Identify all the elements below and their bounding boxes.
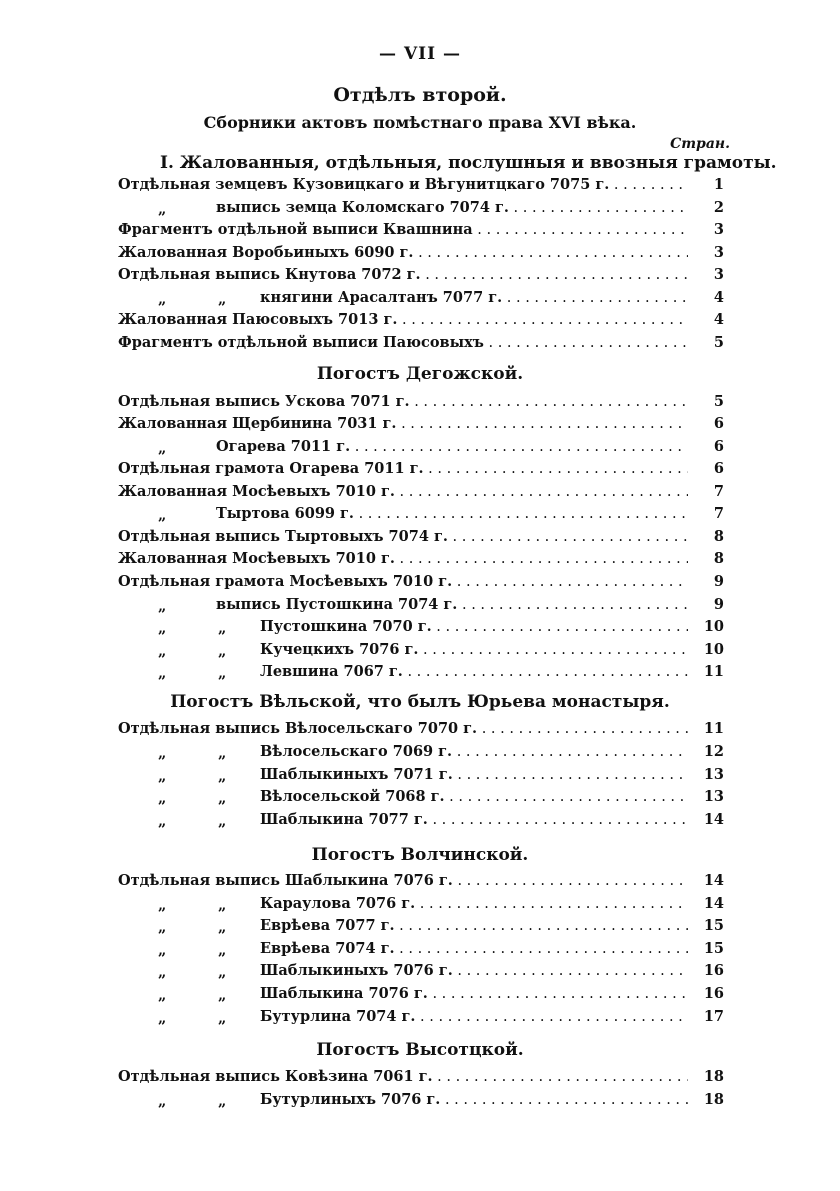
toc-entry-page: 7 — [713, 505, 724, 522]
ditto-mark: „ — [158, 942, 167, 959]
toc-entry-page: 8 — [713, 550, 724, 567]
toc-entry-page: 8 — [713, 528, 724, 545]
toc-entry-page: 14 — [703, 811, 724, 828]
toc-entry[interactable] — [118, 618, 724, 640]
toc-entry[interactable] — [118, 221, 724, 243]
ditto-mark: „ — [218, 987, 227, 1004]
ditto-mark: „ — [158, 201, 167, 218]
toc-entry-page: 14 — [703, 895, 724, 912]
toc-entry-page: 15 — [703, 940, 724, 957]
toc-entry-title: Шаблыкина 7076 г. . . . — [260, 985, 688, 1002]
ditto-mark: „ — [218, 665, 227, 682]
toc-entry-title: Вѣлосельскаго 7069 г. . . . — [260, 743, 688, 760]
toc-entry[interactable] — [118, 266, 724, 288]
toc-entry-title: Шаблыкина 7077 г. . . . — [260, 811, 688, 828]
section-title: Отдѣлъ второй. — [333, 84, 507, 106]
toc-entry-page: 14 — [703, 872, 724, 889]
ditto-mark: „ — [218, 620, 227, 637]
toc-entry-title: Жалованная Мосѣевыхъ 7010 г. . . . — [118, 483, 688, 500]
toc-entry-page: 17 — [703, 1008, 724, 1025]
ditto-mark: „ — [218, 1010, 227, 1027]
ditto-mark: „ — [218, 790, 227, 807]
page-column-header: Стран. — [670, 136, 730, 152]
ditto-mark: „ — [158, 665, 167, 682]
toc-entry[interactable] — [118, 550, 724, 572]
toc-entry[interactable] — [118, 438, 724, 460]
toc-entry-title: выпись земца Коломскаго 7074 г. . . . — [216, 199, 688, 216]
toc-entry-title: Левшина 7067 г. . . . — [260, 663, 688, 680]
toc-entry-page: 2 — [713, 199, 724, 216]
toc-entry-page: 9 — [713, 573, 724, 590]
toc-entry-title: Жалованная Щербинина 7031 г. . . . — [118, 415, 688, 432]
toc-entry-title: Отдѣльная земцевъ Кузовицкаго и Вѣгунитцкаго 7075 г. . . . — [118, 176, 688, 193]
toc-entry-page: 15 — [703, 917, 724, 934]
ditto-mark: „ — [218, 768, 227, 785]
toc-entry-page: 16 — [703, 985, 724, 1002]
toc-entry-title: Еврѣева 7077 г. . . . — [260, 917, 688, 934]
toc-entry-title: Отдѣльная выпись Кнутова 7072 г. . . . — [118, 266, 688, 283]
ditto-mark: „ — [158, 964, 167, 981]
toc-entry[interactable] — [118, 811, 724, 833]
toc-entry-page: 16 — [703, 962, 724, 979]
toc-entry-title: Жалованная Мосѣевыхъ 7010 г. . . . — [118, 550, 688, 567]
toc-entry[interactable] — [118, 788, 724, 810]
group-heading: Погостъ Вѣльской, что былъ Юрьева монастыря. — [170, 692, 670, 712]
toc-entry-title: Отдѣльная выпись Ковѣзина 7061 г. . . . — [118, 1068, 688, 1085]
ditto-mark: „ — [218, 745, 227, 762]
toc-entry[interactable] — [118, 962, 724, 984]
ditto-mark: „ — [158, 291, 167, 308]
ditto-mark: „ — [218, 897, 227, 914]
toc-entry-title: Жалованная Воробьиныхъ 6090 г. . . . — [118, 244, 688, 261]
page-number: — VII — — [379, 44, 461, 64]
toc-entry-title: выпись Пустошкина 7074 г. . . . — [216, 596, 688, 613]
toc-entry[interactable] — [118, 505, 724, 527]
ditto-mark: „ — [158, 813, 167, 830]
toc-entry-title: Бутурлина 7074 г. . . . — [260, 1008, 688, 1025]
toc-entry-title: Еврѣева 7074 г. . . . — [260, 940, 688, 957]
toc-entry-page: 5 — [713, 393, 724, 410]
toc-entry-page: 12 — [703, 743, 724, 760]
toc-entry[interactable] — [118, 663, 724, 685]
part-heading: I. Жалованныя, отдѣльныя, послушныя и ввозныя грамоты. — [160, 153, 777, 173]
toc-entry-page: 6 — [713, 460, 724, 477]
toc-entry-title: Отдѣльная выпись Шаблыкина 7076 г. . . . — [118, 872, 688, 889]
toc-entry[interactable] — [118, 311, 724, 333]
toc-entry-title: Фрагментъ отдѣльной выписи Квашнина . . . — [118, 221, 688, 238]
toc-entry[interactable] — [118, 528, 724, 550]
section-subtitle: Сборники актовъ помѣстнаго права XVI вѣка. — [203, 113, 637, 132]
toc-entry-page: 11 — [703, 720, 724, 737]
toc-entry[interactable] — [118, 415, 724, 437]
toc-entry-title: Караулова 7076 г. . . . — [260, 895, 688, 912]
ditto-mark: „ — [158, 745, 167, 762]
ditto-mark: „ — [218, 1093, 227, 1110]
toc-entry-page: 3 — [713, 221, 724, 238]
toc-entry-page: 10 — [703, 618, 724, 635]
toc-entry-page: 5 — [713, 334, 724, 351]
ditto-mark: „ — [218, 919, 227, 936]
toc-entry-page: 7 — [713, 483, 724, 500]
toc-entry[interactable] — [118, 766, 724, 788]
toc-entry[interactable] — [118, 917, 724, 939]
toc-entry-title: Вѣлосельской 7068 г. . . . — [260, 788, 688, 805]
toc-entry[interactable] — [118, 334, 724, 356]
ditto-mark: „ — [158, 620, 167, 637]
toc-entry[interactable] — [118, 872, 724, 894]
toc-entry-title: княгини Арасалтанъ 7077 г. . . . — [260, 289, 688, 306]
ditto-mark: „ — [158, 768, 167, 785]
ditto-mark: „ — [218, 813, 227, 830]
toc-entry-page: 3 — [713, 266, 724, 283]
toc-entry-page: 1 — [713, 176, 724, 193]
toc-entry-page: 4 — [713, 311, 724, 328]
toc-entry-title: Отдѣльная выпись Вѣлосельскаго 7070 г. . . . — [118, 720, 688, 737]
toc-entry-title: Жалованная Паюсовыхъ 7013 г. . . . — [118, 311, 688, 328]
toc-entry-page: 10 — [703, 641, 724, 658]
toc-entry-title: Отдѣльная грамота Огарева 7011 г. . . . — [118, 460, 688, 477]
ditto-mark: „ — [158, 598, 167, 615]
group-heading: Погостъ Волчинской. — [311, 845, 529, 865]
toc-entry-page: 18 — [703, 1091, 724, 1108]
toc-entry-page: 18 — [703, 1068, 724, 1085]
toc-entry[interactable] — [118, 289, 724, 311]
ditto-mark: „ — [158, 440, 167, 457]
toc-entry[interactable] — [118, 596, 724, 618]
ditto-mark: „ — [158, 987, 167, 1004]
toc-entry-page: 3 — [713, 244, 724, 261]
ditto-mark: „ — [158, 919, 167, 936]
toc-entry[interactable] — [118, 573, 724, 595]
group-heading: Погостъ Дегожской. — [316, 364, 524, 384]
toc-entry[interactable] — [118, 244, 724, 266]
toc-entry-page: 11 — [703, 663, 724, 680]
toc-entry-page: 4 — [713, 289, 724, 306]
toc-entry[interactable] — [118, 176, 724, 198]
toc-entry[interactable] — [118, 743, 724, 765]
toc-entry-title: Отдѣльная выпись Ускова 7071 г. . . . — [118, 393, 688, 410]
toc-entry[interactable] — [118, 393, 724, 415]
toc-entry-title: Отдѣльная грамота Мосѣевыхъ 7010 г. . . . — [118, 573, 688, 590]
toc-entry-title: Бутурлиныхъ 7076 г. . . . — [260, 1091, 688, 1108]
ditto-mark: „ — [218, 643, 227, 660]
toc-entry-title: Кучецкихъ 7076 г. . . . — [260, 641, 688, 658]
ditto-mark: „ — [158, 1010, 167, 1027]
toc-entry-title: Пустошкина 7070 г. . . . — [260, 618, 688, 635]
toc-entry-title: Огарева 7011 г. . . . — [216, 438, 688, 455]
toc-entry[interactable] — [118, 199, 724, 221]
ditto-mark: „ — [158, 1093, 167, 1110]
toc-entry[interactable] — [118, 483, 724, 505]
toc-entry[interactable] — [118, 1068, 724, 1090]
toc-entry[interactable] — [118, 641, 724, 663]
toc-entry[interactable] — [118, 460, 724, 482]
toc-entry[interactable] — [118, 1091, 724, 1113]
toc-entry-page: 9 — [713, 596, 724, 613]
toc-entry-title: Шаблыкиныхъ 7071 г. . . . — [260, 766, 688, 783]
toc-entry-page: 6 — [713, 438, 724, 455]
toc-entry[interactable] — [118, 985, 724, 1007]
toc-entry-page: 6 — [713, 415, 724, 432]
ditto-mark: „ — [158, 897, 167, 914]
toc-entry[interactable] — [118, 895, 724, 917]
toc-entry[interactable] — [118, 1008, 724, 1030]
toc-entry-title: Отдѣльная выпись Тыртовыхъ 7074 г. . . . — [118, 528, 688, 545]
group-heading: Погостъ Высотцкой. — [316, 1040, 524, 1060]
toc-entry[interactable] — [118, 720, 724, 742]
ditto-mark: „ — [158, 790, 167, 807]
toc-entry-title: Фрагментъ отдѣльной выписи Паюсовыхъ . . . — [118, 334, 688, 351]
ditto-mark: „ — [158, 507, 167, 524]
toc-entry-title: Тыртова 6099 г. . . . — [216, 505, 688, 522]
ditto-mark: „ — [218, 291, 227, 308]
ditto-mark: „ — [218, 942, 227, 959]
toc-entry-page: 13 — [703, 766, 724, 783]
ditto-mark: „ — [158, 643, 167, 660]
toc-entry-title: Шаблыкиныхъ 7076 г. . . . — [260, 962, 688, 979]
ditto-mark: „ — [218, 964, 227, 981]
toc-entry[interactable] — [118, 940, 724, 962]
toc-entry-page: 13 — [703, 788, 724, 805]
